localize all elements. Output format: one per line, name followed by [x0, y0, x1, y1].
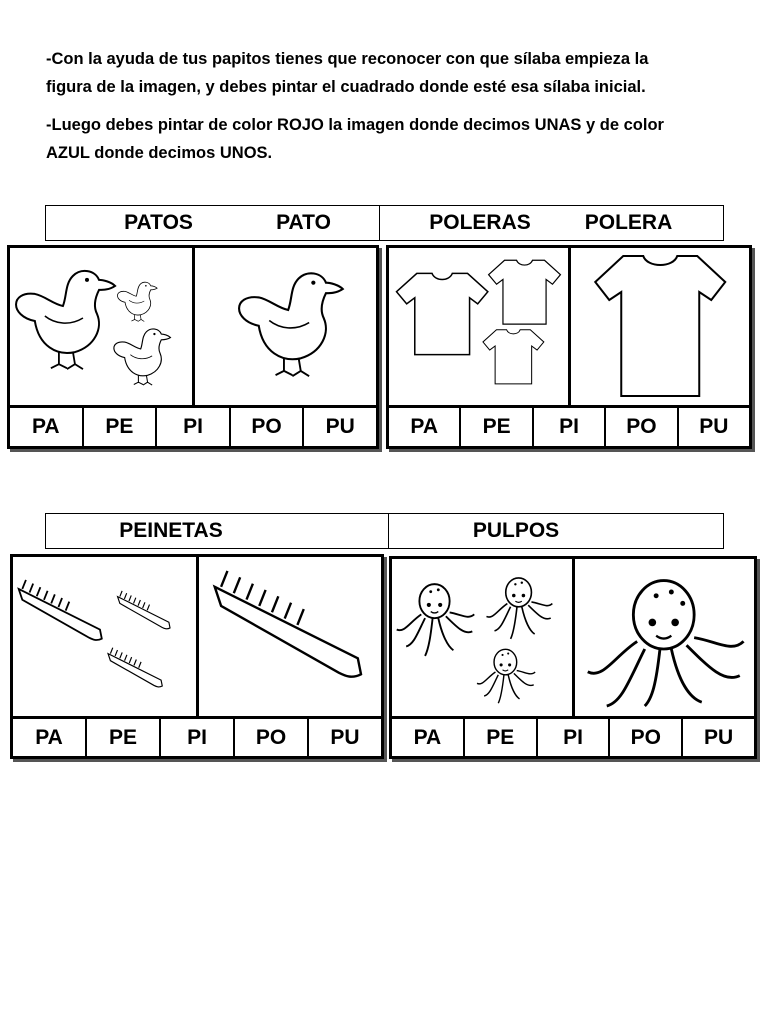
syllable-box[interactable]: PO: [608, 719, 681, 756]
syllable-row: [392, 719, 754, 756]
octopus-icon: [392, 559, 572, 716]
syllable-box[interactable]: PU: [677, 408, 749, 446]
shirt-icon: [571, 248, 750, 405]
syllable-box[interactable]: PU: [307, 719, 381, 756]
header-row-2: [45, 513, 724, 549]
syllable-box[interactable]: PI: [532, 408, 604, 446]
octopus-icon: [575, 559, 755, 716]
syllable-row: [13, 719, 381, 756]
duck-icon: [195, 248, 377, 405]
syllable-box[interactable]: PA: [413, 725, 442, 749]
instruction-line-1: -Con la ayuda de tus papitos tienes que reconocer con que sílaba empieza la: [46, 50, 649, 68]
syllable-row: [10, 408, 376, 446]
header-row-1: [45, 205, 724, 241]
label-peinetas: PEINETAS: [119, 519, 223, 542]
syllable-box[interactable]: PI: [536, 719, 609, 756]
card-octopus: [389, 556, 757, 759]
card-shirts: [386, 245, 752, 449]
instruction-line-4: AZUL donde decimos UNOS.: [46, 144, 273, 162]
syllable-box[interactable]: PE: [459, 408, 531, 446]
label-patos: PATOS: [124, 211, 193, 234]
comb-icon: [199, 557, 382, 716]
syllable-box[interactable]: PE: [463, 719, 536, 756]
label-pulpos: PULPOS: [472, 519, 560, 542]
syllable-box[interactable]: PE: [82, 408, 156, 446]
syllable-row: [389, 408, 749, 446]
shirt-icon: [389, 248, 568, 405]
syllable-box[interactable]: PU: [681, 719, 754, 756]
picture-peinetas: [13, 557, 196, 716]
syllable-box[interactable]: PI: [159, 719, 233, 756]
picture-pulpos: [392, 559, 572, 716]
comb-icon: [13, 557, 196, 716]
label-poleras: POLERAS: [429, 211, 531, 234]
instruction-line-2: figura de la imagen, y debes pintar el cuadrado donde esté esa sílaba inicial.: [46, 78, 646, 96]
card-ducks: [7, 245, 379, 449]
picture-pulpo: [572, 559, 755, 716]
label-pato: PATO: [276, 211, 331, 234]
picture-polera: [568, 248, 750, 405]
syllable-box[interactable]: PO: [604, 408, 676, 446]
picture-patos: [10, 248, 192, 405]
card-combs: [10, 554, 384, 759]
syllable-box[interactable]: PA: [35, 725, 63, 749]
syllable-box[interactable]: PO: [233, 719, 307, 756]
instruction-line-3: -Luego debes pintar de color ROJO la imagen donde decimos UNAS y de color: [46, 116, 664, 134]
picture-peineta: [196, 557, 382, 716]
syllable-box[interactable]: PO: [229, 408, 303, 446]
syllable-box[interactable]: PA: [31, 415, 60, 438]
duck-icon: [10, 248, 192, 405]
syllable-box[interactable]: PE: [85, 719, 159, 756]
syllable-box[interactable]: PI: [155, 408, 229, 446]
picture-pato: [192, 248, 377, 405]
syllable-box[interactable]: PU: [302, 408, 376, 446]
syllable-box[interactable]: PA: [410, 415, 439, 438]
label-polera: POLERA: [584, 211, 673, 234]
picture-poleras: [389, 248, 568, 405]
